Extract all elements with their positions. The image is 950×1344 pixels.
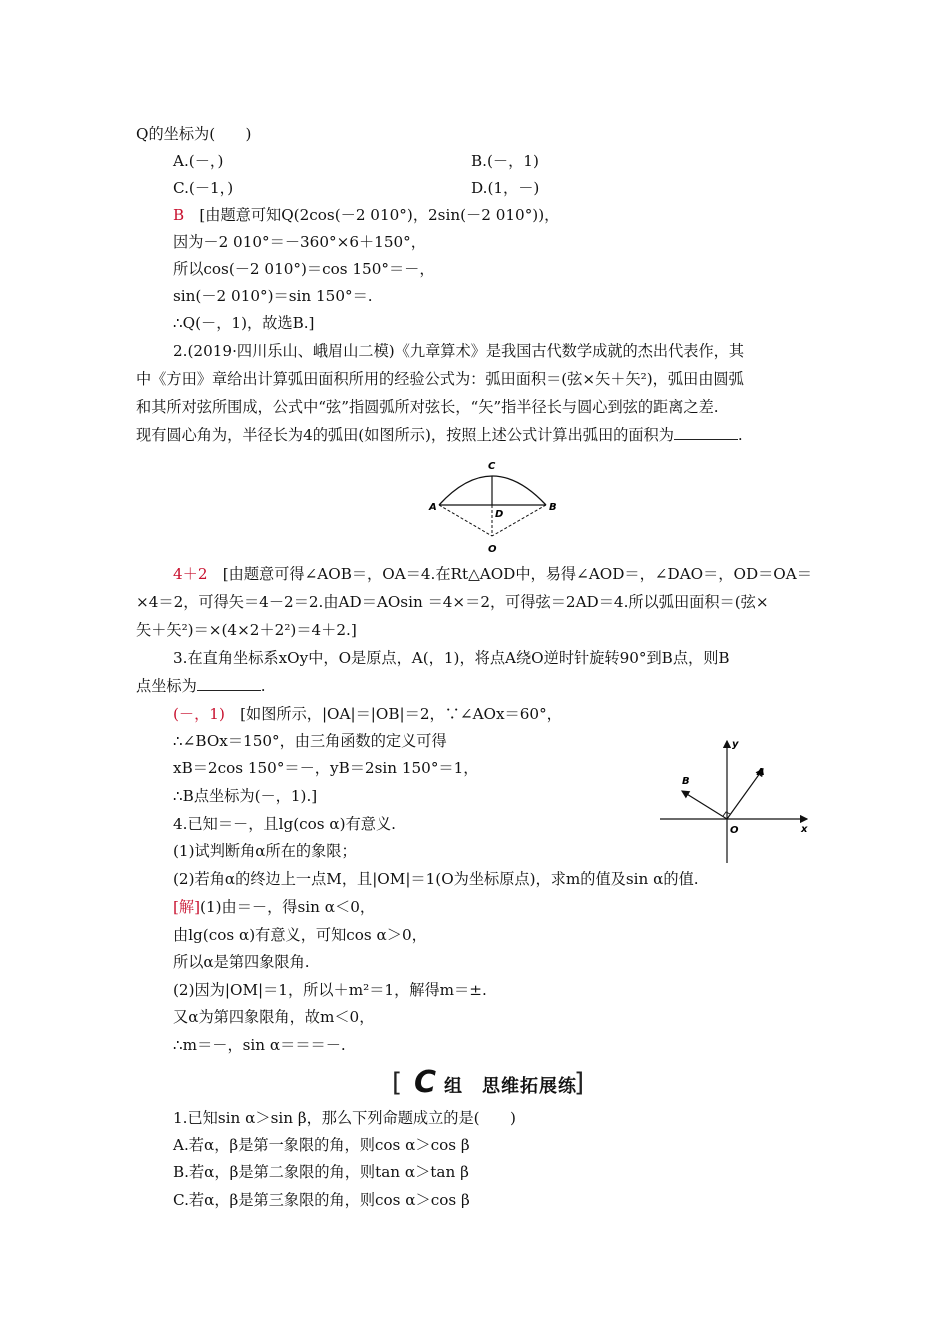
c-option-b: B.若α，β是第二象限的角，则tan α＞tan β xyxy=(173,1163,469,1181)
label-o: O xyxy=(488,544,497,555)
solution-2-line-3: 矢＋矢²)＝×(4×2＋2²)＝4＋2.] xyxy=(136,621,357,639)
option-c: C.(－1，) xyxy=(173,179,234,197)
option-a: A.(－，) xyxy=(173,152,224,170)
solution-1-line-3: 所以cos(－2 010°)＝cos 150°＝－， xyxy=(173,260,435,278)
solution-1-line-1: B [由题意可知Q(2cos(－2 010°)，2sin(－2 010°))， xyxy=(173,206,560,224)
solution-3-line-4: ∴B点坐标为(－，1).] xyxy=(173,787,318,805)
option-b: B.(－，1) xyxy=(471,152,539,170)
solution-4-line-5: 又α为第四象限角，故m＜0， xyxy=(173,1008,375,1026)
section-title: 组 思维拓展练 xyxy=(444,1076,577,1097)
answer-value: 4＋2 xyxy=(173,565,208,583)
c-option-c: C.若α，β是第三象限的角，则cos α＞cos β xyxy=(173,1191,470,1209)
problem-2-line-1: 2.(2019·四川乐山、峨眉山二模)《九章算术》是我国古代数学成就的杰出代表作，其 xyxy=(173,342,745,360)
solution-2-line-2: ×4＝2，可得矢＝4－2＝2.由AD＝AOsin ＝4×＝2，可得弦＝2AD＝4.所以弧田面积＝(弦× xyxy=(136,593,769,611)
label-a: A xyxy=(757,767,765,778)
solution-4-line-6: ∴m＝－，sin α＝＝＝－. xyxy=(173,1036,346,1054)
problem-4-line-1: 4.已知＝－，且lg(cos α)有意义. xyxy=(173,815,396,833)
solution-1-line-2: 因为－2 010°＝－360°×6＋150°， xyxy=(173,233,426,251)
solution-4-line-3: 所以α是第四象限角. xyxy=(173,953,310,971)
section-bracket-right: ] xyxy=(574,1068,585,1098)
solution-3-line-2: ∴∠BOx＝150°，由三角函数的定义可得 xyxy=(173,732,447,750)
answer-blank xyxy=(197,676,261,691)
label-d: D xyxy=(495,509,504,520)
solution-1-line-4: sin(－2 010°)＝sin 150°＝. xyxy=(173,287,373,305)
solution-3-line-3: xB＝2cos 150°＝－，yB＝2sin 150°＝1， xyxy=(173,759,479,777)
problem-4-part-2: (2)若角α的终边上一点M，且|OM|＝1(O为坐标原点)，求m的值及sin α的值. xyxy=(173,870,699,888)
solution-4-line-1: [解](1)由＝－，得sin α＜0， xyxy=(173,898,376,916)
problem-3-line-2: 点坐标为 . xyxy=(136,677,266,695)
c-problem-1-stem: 1.已知sin α＞sin β，那么下列命题成立的是( ) xyxy=(173,1109,516,1127)
answer-value: (－，1) xyxy=(173,705,225,723)
vector-ob xyxy=(682,791,727,819)
q-coordinate-prompt: Q的坐标为( ) xyxy=(136,125,252,143)
answer-blank xyxy=(674,425,738,440)
radius-oa xyxy=(439,505,492,536)
option-d: D.(1，－) xyxy=(471,179,540,197)
solution-tag: [解] xyxy=(173,898,201,916)
section-header xyxy=(388,1066,588,1100)
section-letter: C xyxy=(414,1065,437,1100)
section-bracket-left: [ xyxy=(392,1068,403,1098)
problem-4-part-1: (1)试判断角α所在的象限； xyxy=(173,842,357,860)
problem-2-line-4: 现有圆心角为，半径长为4的弧田(如图所示)，按照上述公式计算出弧田的面积为 . xyxy=(136,426,743,444)
label-b: B xyxy=(549,502,557,513)
solution-2-line-1: 4＋2 [由题意可得∠AOB＝，OA＝4.在Rt△AOD中，易得∠AOD＝，∠DAO＝，OD＝OA＝ xyxy=(173,565,812,583)
label-x: x xyxy=(801,824,808,835)
label-y: y xyxy=(732,739,739,750)
label-o: O xyxy=(730,825,739,836)
label-a: A xyxy=(429,502,437,513)
c-option-a: A.若α，β是第一象限的角，则cos α＞cos β xyxy=(173,1136,470,1154)
problem-2-line-3: 和其所对弦所围成，公式中“弦”指圆弧所对弦长，“矢”指半径长与圆心到弦的距离之差. xyxy=(136,398,719,416)
label-b: B xyxy=(682,776,690,787)
solution-3-line-1: (－，1) [如图所示，|OA|＝|OB|＝2，∵∠AOx＝60°， xyxy=(173,705,562,723)
label-c: C xyxy=(488,461,496,472)
coordinate-figure xyxy=(655,735,815,865)
problem-2-line-2: 中《方田》章给出计算弧田面积所用的经验公式为：弧田面积＝(弦×矢＋矢²)，弧田由圆弧 xyxy=(136,370,744,388)
solution-4-line-4: (2)因为|OM|＝1，所以＋m²＝1，解得m＝±. xyxy=(173,981,487,999)
arc-field-figure xyxy=(420,456,570,556)
answer-key: B xyxy=(173,206,185,224)
solution-1-line-5: ∴Q(－，1)，故选B.] xyxy=(173,314,315,332)
problem-3-line-1: 3.在直角坐标系xOy中，O是原点，A(，1)，将点A绕O逆时针旋转90°到B点，则B xyxy=(173,649,730,667)
solution-4-line-2: 由lg(cos α)有意义，可知cos α＞0， xyxy=(173,926,427,944)
